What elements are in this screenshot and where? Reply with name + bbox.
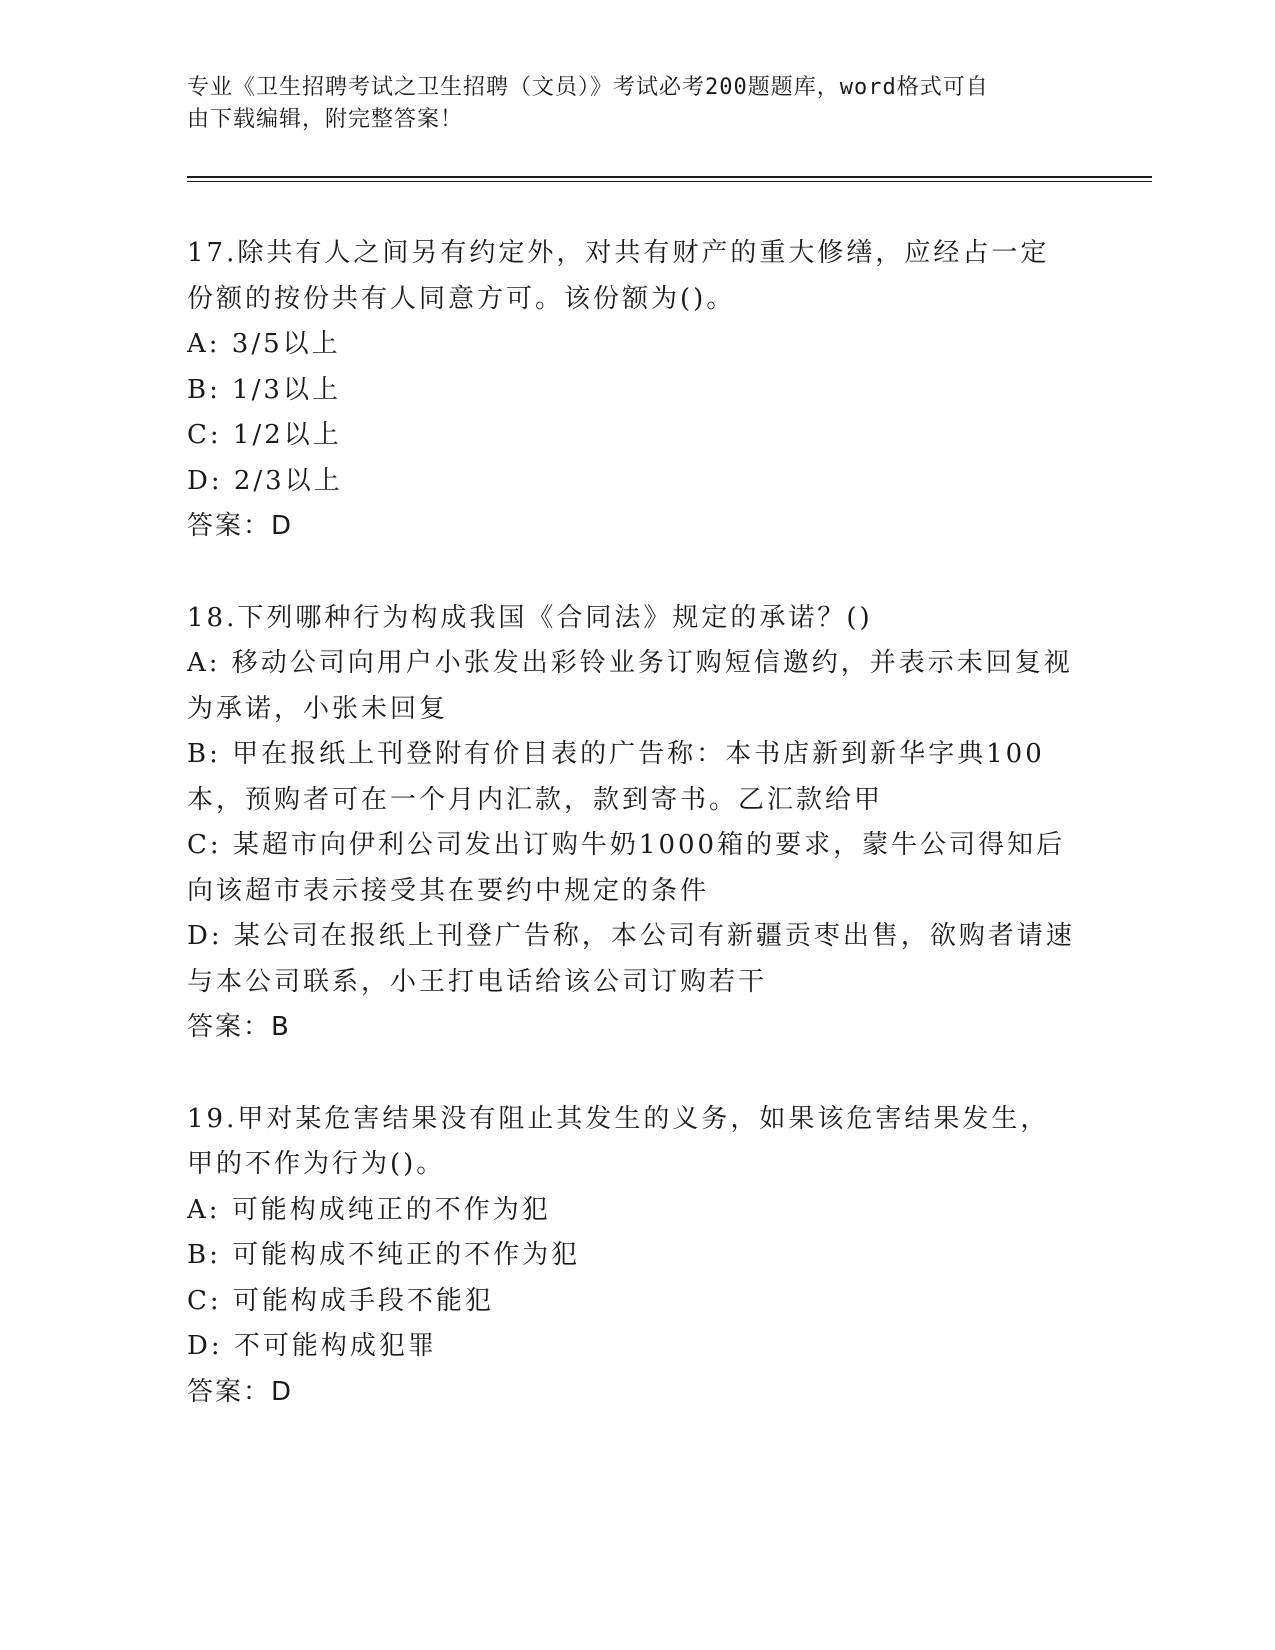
question-list xyxy=(187,231,1077,1461)
answer: 答案：B xyxy=(187,1012,291,1042)
option-a: A: 3/5以上 xyxy=(187,329,341,359)
question-19 xyxy=(187,1097,1077,1416)
option-d: D: 2/3以上 xyxy=(187,465,343,496)
question-text: 17.除共有人之间另有约定外，对共有财产的重大修缮，应经占一定份额的按份共有人同意方可。该份额为()。 xyxy=(187,238,1050,314)
option-d: D: 不可能构成犯罪 xyxy=(187,1331,437,1361)
option-a: A: 移动公司向用户小张发出彩铃业务订购短信邀约，并表示未回复视为承诺，小张未回复 xyxy=(187,648,1073,724)
question-text: 19.甲对某危害结果没有阻止其发生的义务，如果该危害结果发生，甲的不作为行为()。 xyxy=(187,1103,1050,1179)
header-line-2: 由下载编辑，附完整答案！ xyxy=(187,107,464,132)
option-c: C: 某超市向伊利公司发出订购牛奶1000箱的要求，蒙牛公司得知后向该超市表示接受其在要约中规定的条件 xyxy=(187,830,1066,906)
option-d: D: 某公司在报纸上刊登广告称，本公司有新疆贡枣出售，欲购者请速与本公司联系，小王打电话给该公司订购若干 xyxy=(187,921,1075,997)
header-divider-thin xyxy=(187,181,1152,182)
header-line-1: 专业《卫生招聘考试之卫生招聘（文员）》考试必考200题题库，word格式可自 xyxy=(187,75,989,100)
question-18 xyxy=(187,596,1077,1051)
option-c: C: 1/2以上 xyxy=(187,420,342,450)
option-a: A: 可能构成纯正的不作为犯 xyxy=(187,1194,551,1225)
option-c: C: 可能构成手段不能犯 xyxy=(187,1285,494,1316)
option-b: B: 可能构成不纯正的不作为犯 xyxy=(187,1240,581,1270)
question-17 xyxy=(187,231,1077,550)
header-divider-thick xyxy=(187,176,1152,178)
document-header xyxy=(187,72,1067,136)
option-b: B: 1/3以上 xyxy=(187,374,341,405)
option-b: B: 甲在报纸上刊登附有价目表的广告称：本书店新到新华字典100本，预购者可在一个月内汇款，款到寄书。乙汇款给甲 xyxy=(187,739,1045,815)
answer: 答案：D xyxy=(187,1376,294,1407)
question-text: 18.下列哪种行为构成我国《合同法》规定的承诺？() xyxy=(187,602,873,633)
answer: 答案：D xyxy=(187,511,294,541)
